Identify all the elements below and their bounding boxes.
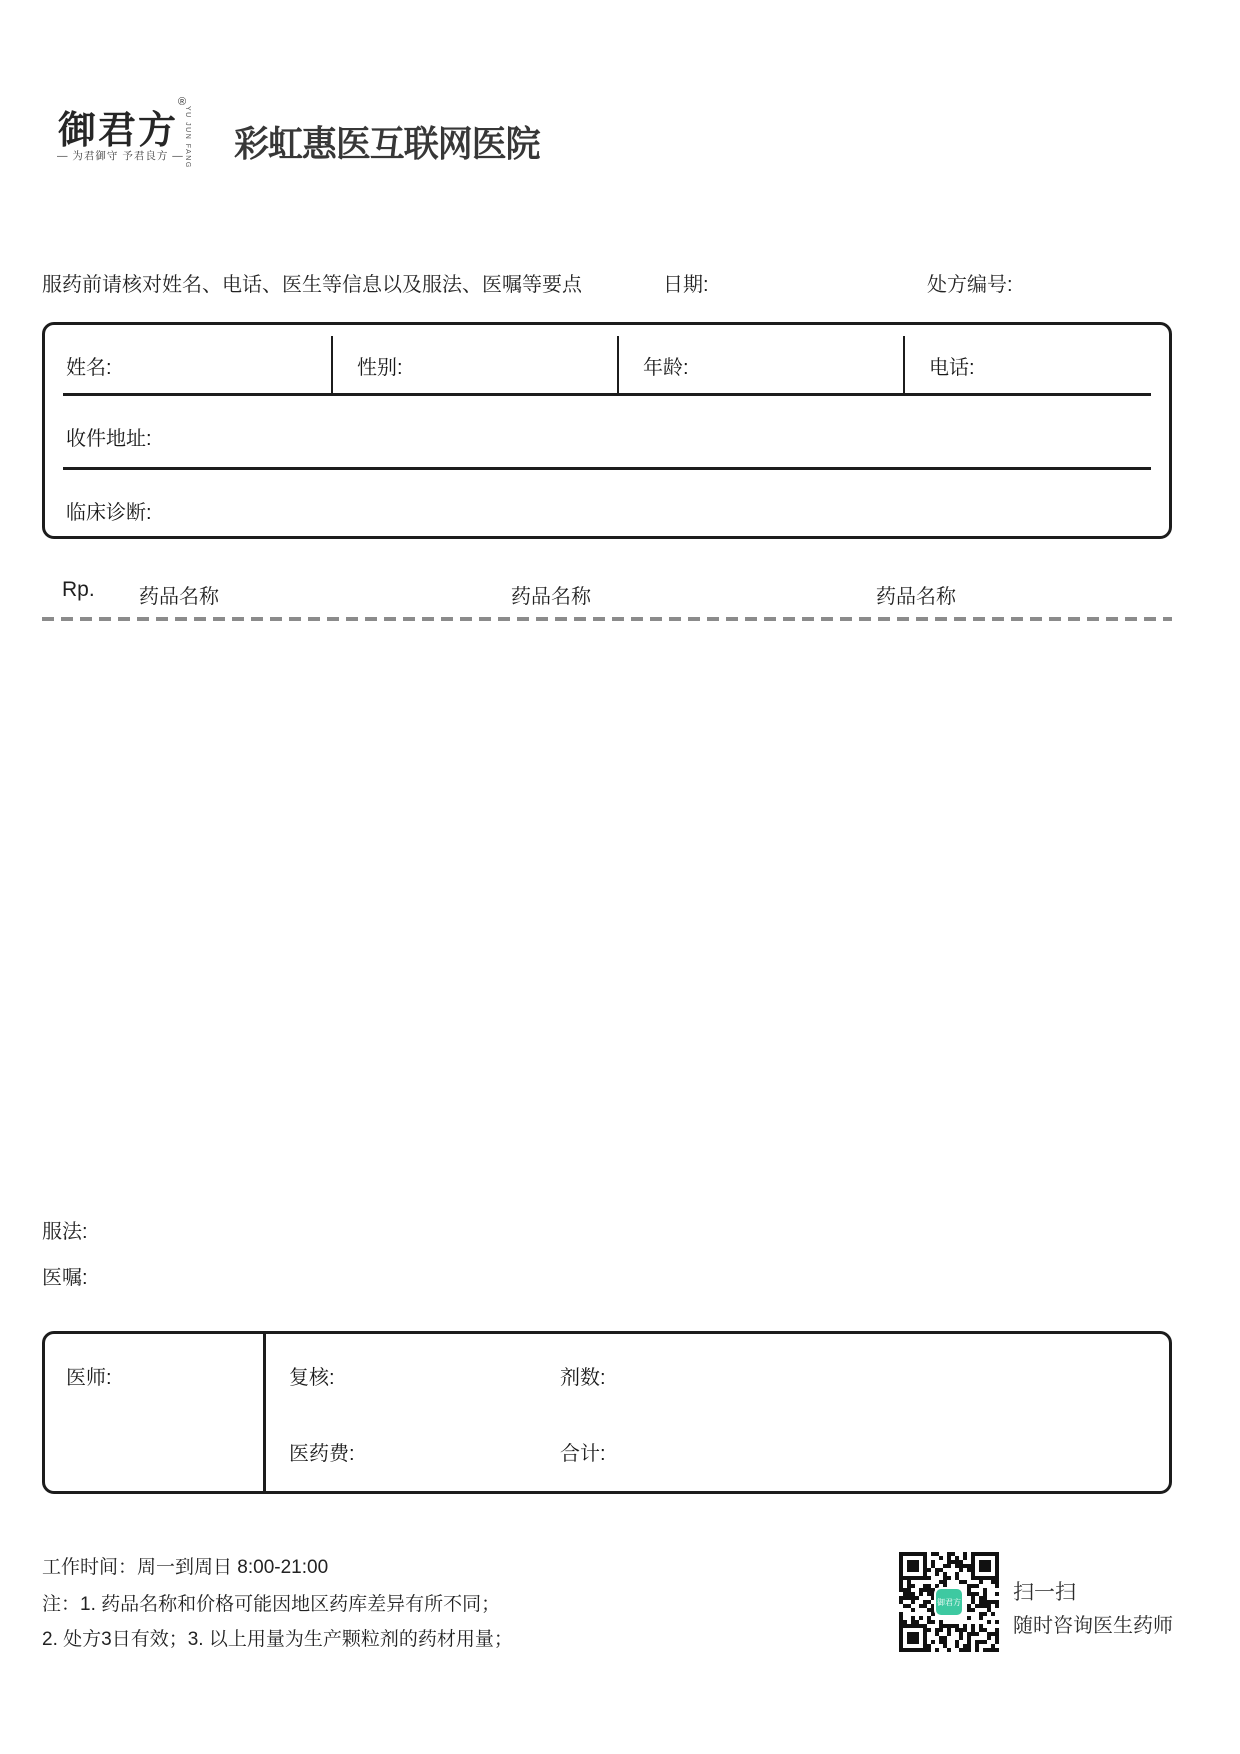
column-divider [331,336,333,395]
row-divider [63,467,1151,470]
working-hours-text: 工作时间：周一到周日 8:00-21:00 [42,1557,329,1578]
drug-name-column-header: 药品名称 [876,586,956,608]
brand-logo-pinyin: YU JUN FANG [184,106,191,169]
dose-count-field-label: 剂数: [560,1367,606,1389]
patient-age-field-label: 年龄: [643,357,689,379]
drug-name-column-header: 药品名称 [511,586,591,608]
clinical-diagnosis-field-label: 临床诊断: [66,502,152,524]
shipping-address-field-label: 收件地址: [66,428,152,450]
scan-qr-title: 扫一扫 [1013,1581,1076,1604]
medication-check-notice: 服药前请核对姓名、电话、医生等信息以及服法、医嘱等要点 [42,274,582,296]
brand-tagline: — 为君御守 予君良方 — [57,150,184,162]
physician-field-label: 医师: [66,1367,112,1389]
brand-logo-text: 御君方 [58,107,179,152]
doctor-advice-field-label: 医嘱: [42,1267,88,1289]
drug-list-separator-dashed-line [42,617,1172,621]
registered-trademark-icon: ® [178,96,187,108]
physician-fee-summary-box [42,1331,1172,1494]
prescription-number-field-label: 处方编号: [927,274,1013,296]
patient-phone-field-label: 电话: [929,357,975,379]
qr-center-brand-logo: 御君方 [934,1587,964,1617]
footer-note-line1: 注：1. 药品名称和价格可能因地区药库差异有所不同； [42,1594,501,1615]
patient-gender-field-label: 性别: [357,357,403,379]
drug-name-column-header: 药品名称 [139,586,219,608]
column-divider [617,336,619,395]
patient-name-field-label: 姓名: [66,357,112,379]
hospital-name-title: 彩虹惠医互联网医院 [234,123,540,164]
date-field-label: 日期: [663,274,709,296]
rp-prescription-label: Rp. [62,578,95,601]
column-divider [903,336,905,395]
total-field-label: 合计: [560,1443,606,1465]
usage-method-field-label: 服法: [42,1221,88,1243]
footer-note-line2: 2. 处方3日有效；3. 以上用量为生产颗粒剂的药材用量； [42,1629,513,1650]
row-divider [63,393,1151,396]
review-field-label: 复核: [289,1367,335,1389]
scan-qr-subtitle: 随时咨询医生药师 [1013,1615,1173,1637]
patient-info-box [42,322,1172,539]
column-divider [263,1334,266,1491]
medicine-fee-field-label: 医药费: [289,1443,355,1465]
